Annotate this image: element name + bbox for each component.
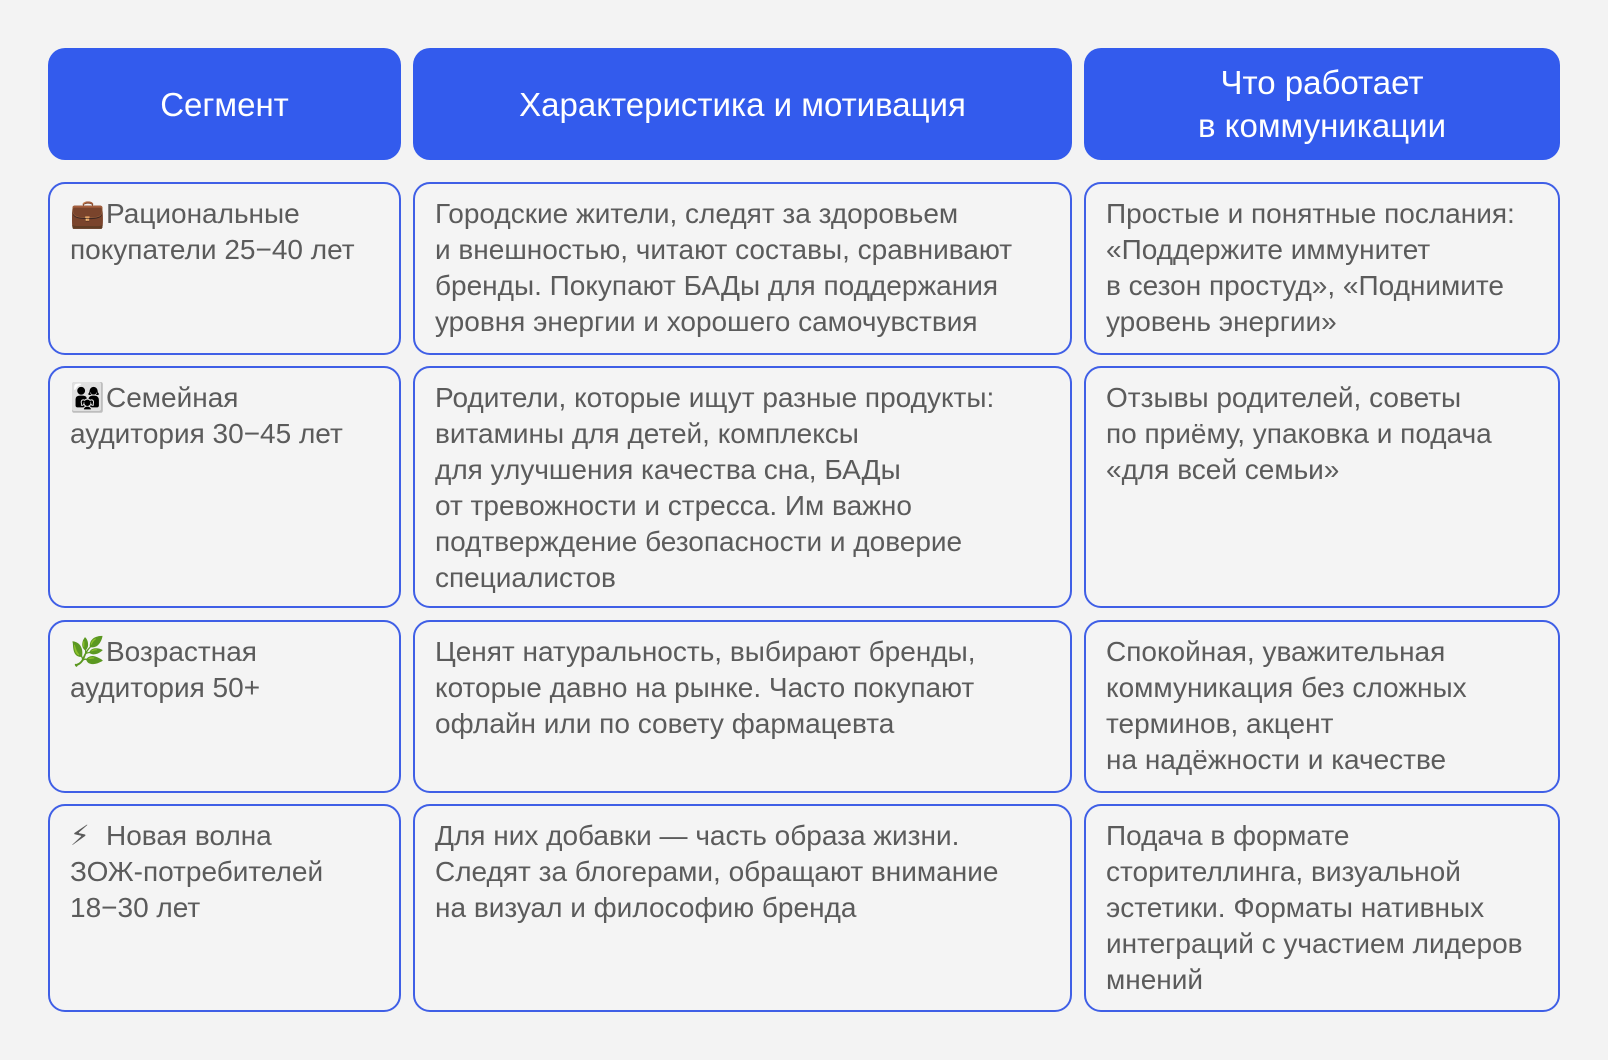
communication-cell-rational: Простые и понятные послания: «Поддержите иммунитет в сезон простуд», «Поднимите уровень энергии»	[1084, 182, 1560, 355]
family-icon: 👨‍👩‍👧	[70, 381, 105, 414]
segment-cell-healthy	[48, 804, 401, 1012]
segment-label: Возрастная аудитория 50+	[70, 636, 261, 703]
characteristic-cell-rational: Городские жители, следят за здоровьем и внешностью, читают составы, сравнивают бренды. Покупают БАДы для поддержания уровня энергии и хорошего самочувствия	[413, 182, 1072, 355]
lightning-icon: ⚡	[70, 819, 90, 852]
segment-label: Рациональные покупатели 25−40 лет	[70, 198, 355, 265]
herb-icon: 🌿	[70, 635, 105, 668]
segment-cell-age	[48, 620, 401, 793]
characteristic-cell-healthy: Для них добавки — часть образа жизни. Следят за блогерами, обращают внимание на визуал и философию бренда	[413, 804, 1072, 1012]
header-segment: Сегмент	[48, 48, 401, 160]
communication-cell-family: Отзывы родителей, советы по приёму, упаковка и подача «для всей семьи»	[1084, 366, 1560, 608]
header-communication: Что работает в коммуникации	[1084, 48, 1560, 160]
characteristic-cell-age: Ценят натуральность, выбирают бренды, которые давно на рынке. Часто покупают офлайн или по совету фармацевта	[413, 620, 1072, 793]
communication-cell-healthy: Подача в формате сторителлинга, визуальной эстетики. Форматы нативных интеграций с участием лидеров мнений	[1084, 804, 1560, 1012]
communication-cell-age: Спокойная, уважительная коммуникация без сложных терминов, акцент на надёжности и качестве	[1084, 620, 1560, 793]
segment-cell-rational	[48, 182, 401, 355]
segment-cell-family	[48, 366, 401, 608]
briefcase-icon: 💼	[70, 197, 105, 230]
header-characteristic: Характеристика и мотивация	[413, 48, 1072, 160]
characteristic-cell-family: Родители, которые ищут разные продукты: витамины для детей, комплексы для улучшения качества сна, БАДы от тревожности и стресса. Им важно подтверждение безопасности и доверие специалистов	[413, 366, 1072, 608]
segment-label: Семейная аудитория 30−45 лет	[70, 382, 343, 449]
segment-label: Новая волна ЗОЖ-потребителей 18−30 лет	[70, 820, 324, 923]
